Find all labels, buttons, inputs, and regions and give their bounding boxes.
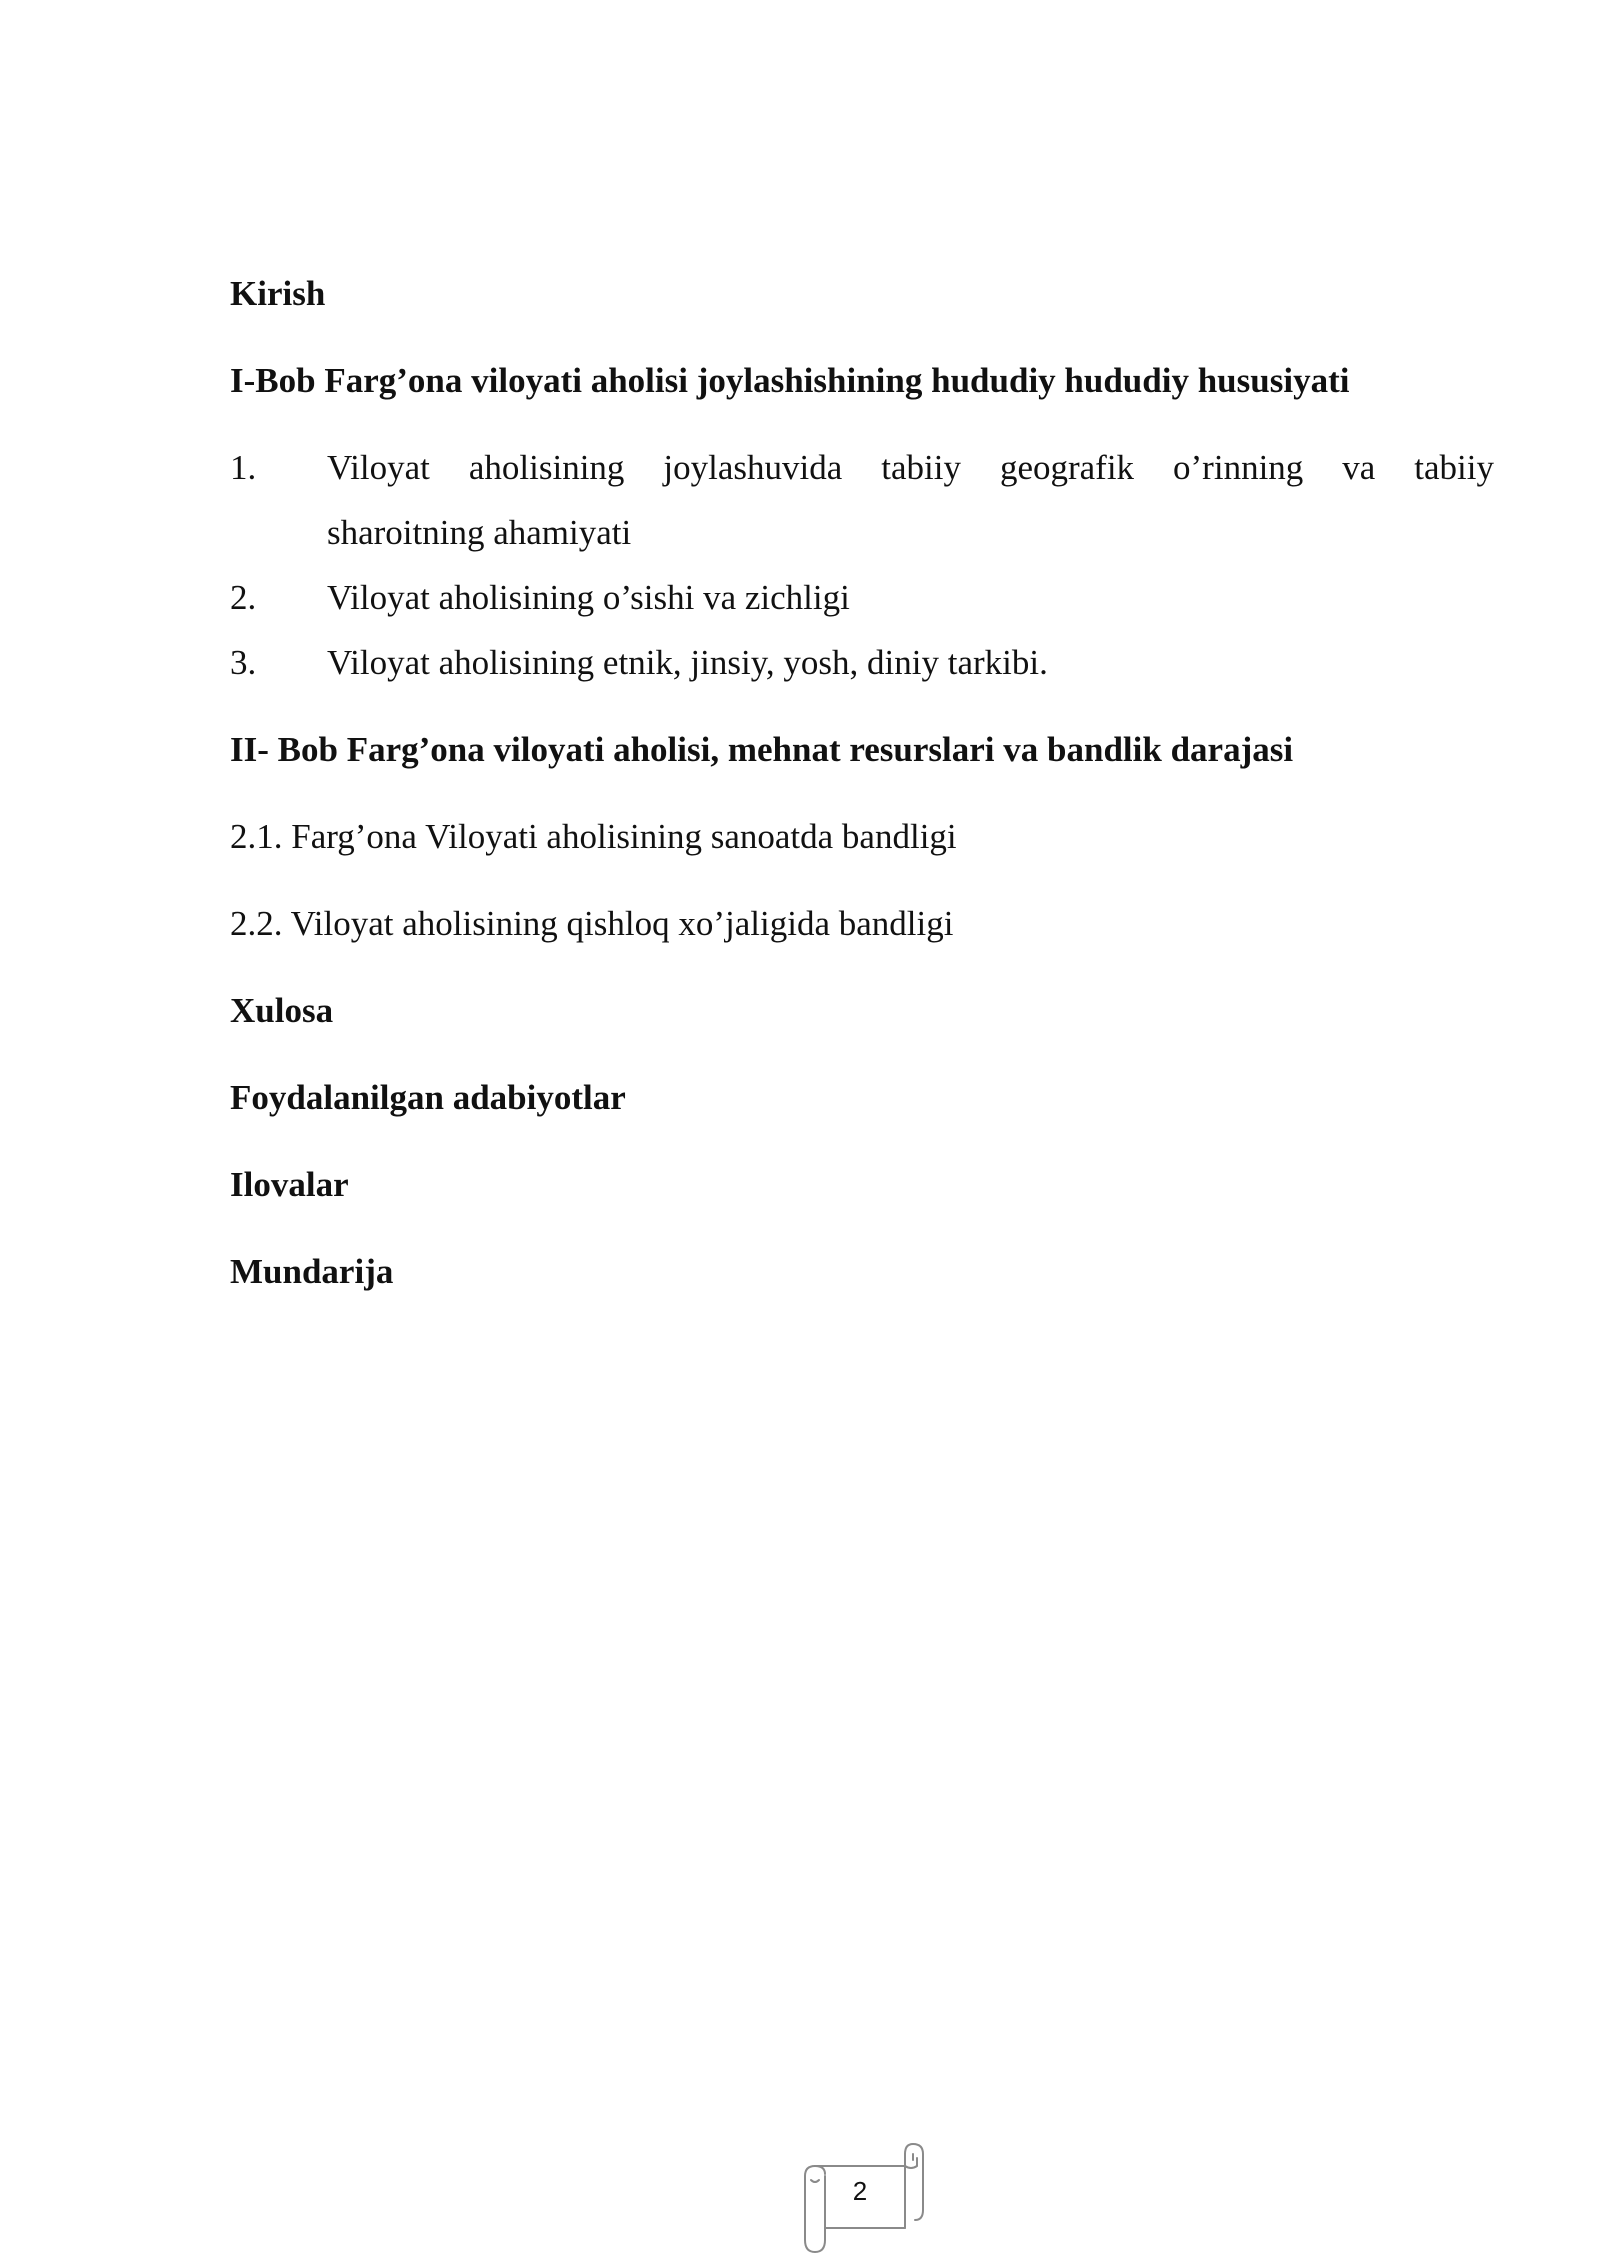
list-item-text: Viloyat aholisining o’sishi va zichligi (327, 578, 850, 617)
toc-contents: Mundarija (230, 1252, 394, 1291)
toc-intro: Kirish (230, 274, 326, 313)
list-item-text-continuation: sharoitning ahamiyati (327, 513, 632, 552)
list-item-number: 2. (230, 578, 257, 617)
toc-appendices: Ilovalar (230, 1165, 349, 1204)
list-item-text: Viloyat aholisining joylashuvida tabiiy geografik o’rinning va tabiiy (327, 448, 1494, 487)
list-item-number: 1. (230, 448, 257, 487)
toc-references: Foydalanilgan adabiyotlar (230, 1078, 626, 1117)
subsection-2-1: 2.1. Farg’ona Viloyati aholisining sanoatda bandligi (230, 817, 957, 856)
page-number-scroll (785, 2140, 935, 2255)
page-number: 2 (852, 2176, 868, 2206)
list-item-number: 3. (230, 643, 257, 682)
chapter-2-title: II- Bob Farg’ona viloyati aholisi, mehnat resurslari va bandlik darajasi (230, 730, 1294, 769)
list-item-text: Viloyat aholisining etnik, jinsiy, yosh, diniy tarkibi. (327, 643, 1048, 682)
chapter-1-title: I-Bob Farg’ona viloyati aholisi joylashishining hududiy hududiy hususiyati (230, 361, 1350, 400)
subsection-2-2: 2.2. Viloyat aholisining qishloq xo’jaligida bandligi (230, 904, 954, 943)
toc-conclusion: Xulosa (230, 991, 334, 1030)
